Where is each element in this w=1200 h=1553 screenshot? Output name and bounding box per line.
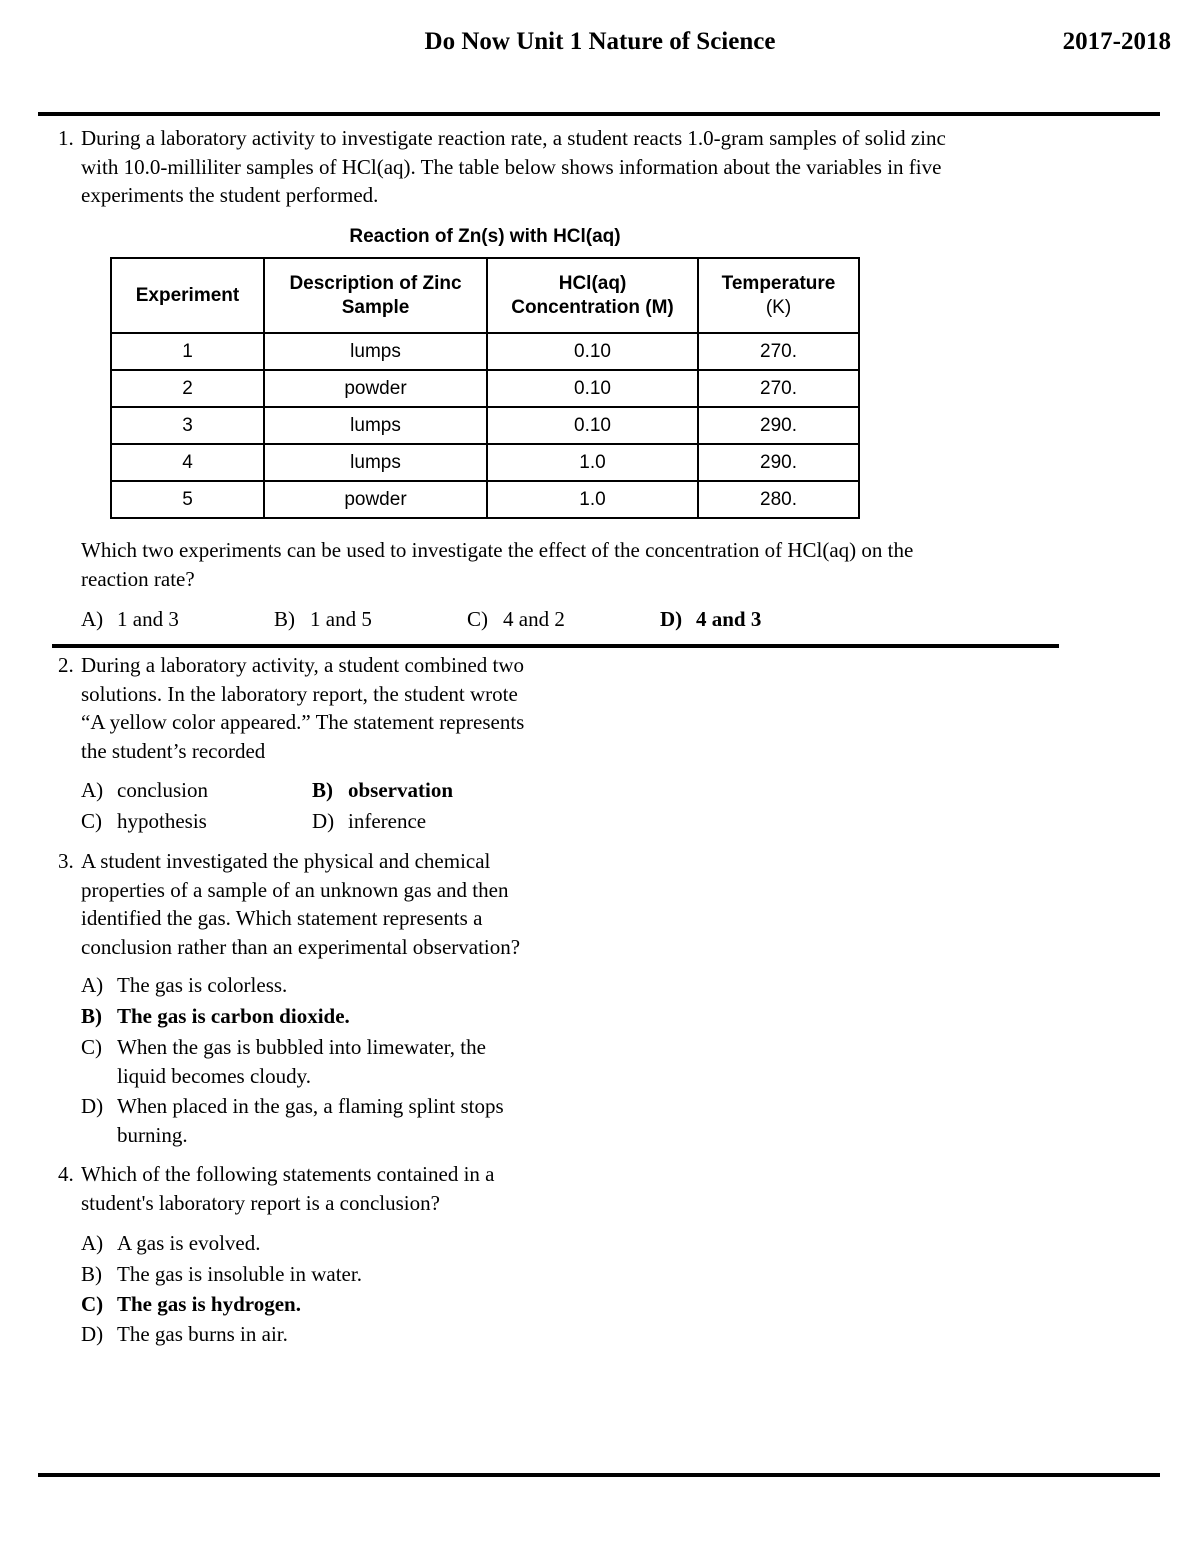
question-1-stem	[81, 124, 1081, 210]
question-2-number: 2.	[58, 653, 74, 677]
table-cell: 3	[111, 407, 264, 444]
table-cell: 1	[111, 333, 264, 370]
table-cell: 290.	[698, 444, 859, 481]
table-cell: 0.10	[487, 370, 698, 407]
table-cell: 270.	[698, 370, 859, 407]
question-4-line: Which of the following statements contained in a	[81, 1162, 495, 1186]
table-cell: 290.	[698, 407, 859, 444]
reaction-data-table	[110, 257, 860, 519]
table-cell: lumps	[264, 407, 487, 444]
question-3-number: 3.	[58, 849, 74, 873]
question-2-line: During a laboratory activity, a student combined two	[81, 653, 525, 677]
q3-choice-c[interactable]: C) When the gas is bubbled into limewater, the liquid becomes cloudy.	[81, 1035, 486, 1088]
table-cell: lumps	[264, 444, 487, 481]
question-2-stem	[81, 651, 601, 765]
q1-choice-b[interactable]: B) 1 and 5	[274, 607, 372, 631]
question-3-line: conclusion rather than an experimental observation?	[81, 934, 521, 959]
question-2-line: solutions. In the laboratory report, the student wrote	[81, 681, 518, 706]
page-title: Do Now Unit 1 Nature of Science	[424, 28, 776, 55]
question-3-stem	[81, 847, 601, 961]
q3-choice-d[interactable]: D) When placed in the gas, a flaming splint stops burning.	[81, 1094, 504, 1147]
question-3-line: A student investigated the physical and chemical	[81, 849, 491, 873]
table-row	[111, 370, 859, 407]
school-year: 2017-2018	[1062, 28, 1171, 55]
q2-choice-c[interactable]: C) hypothesis	[81, 809, 207, 833]
table-cell: powder	[264, 370, 487, 407]
table-cell: powder	[264, 481, 487, 518]
q4-choice-c[interactable]: C) The gas is hydrogen.	[81, 1292, 301, 1316]
q4-choice-a[interactable]: A) A gas is evolved.	[81, 1231, 261, 1255]
table-row	[111, 333, 859, 370]
question-4-number: 4.	[58, 1162, 74, 1186]
table-cell: lumps	[264, 333, 487, 370]
q2-choice-b[interactable]: B) observation	[312, 778, 453, 802]
q2-choice-a[interactable]: A) conclusion	[81, 778, 208, 802]
table-cell: 1.0	[487, 481, 698, 518]
table-cell: 5	[111, 481, 264, 518]
table-cell: 1.0	[487, 444, 698, 481]
table-cell: 280.	[698, 481, 859, 518]
table-cell: 0.10	[487, 407, 698, 444]
column-header-temperature: Temperature (K)	[698, 258, 859, 333]
question-1-prompt-line: reaction rate?	[81, 566, 195, 591]
question-3-line: identified the gas. Which statement represents a	[81, 906, 483, 930]
question-divider	[52, 644, 1059, 648]
table-cell: 4	[111, 444, 264, 481]
question-1-line: experiments the student performed.	[81, 183, 379, 207]
q2-choice-d[interactable]: D) inference	[312, 809, 427, 833]
table-cell: 270.	[698, 333, 859, 370]
question-2-line: the student’s recorded	[81, 738, 266, 763]
footer-rule	[38, 1473, 1160, 1477]
q3-choice-a[interactable]: A) The gas is colorless.	[81, 973, 288, 997]
q1-choice-d[interactable]: D) 4 and 3	[660, 607, 762, 631]
q4-choice-d[interactable]: D) The gas burns in air.	[81, 1322, 288, 1346]
question-3-line: properties of a sample of an unknown gas and then	[81, 877, 509, 902]
question-1-line: with 10.0-milliliter samples of HCl(aq). The table below shows information about the variables in five	[81, 154, 942, 179]
table-cell: 0.10	[487, 333, 698, 370]
question-1-line: During a laboratory activity to investigate reaction rate, a student reacts 1.0-gram samples of solid zinc	[81, 126, 946, 150]
question-4-stem	[81, 1160, 601, 1217]
question-4-line: student's laboratory report is a conclusion?	[81, 1190, 440, 1215]
table-header-row	[111, 258, 859, 333]
table-row	[111, 444, 859, 481]
column-header-concentration: HCl(aq) Concentration (M)	[487, 258, 698, 333]
table-row	[111, 407, 859, 444]
q1-choice-c[interactable]: C) 4 and 2	[467, 607, 565, 631]
question-1-prompt-line: Which two experiments can be used to investigate the effect of the concentration of HCl(aq) on the	[81, 538, 914, 562]
q3-choice-b[interactable]: B) The gas is carbon dioxide.	[81, 1004, 350, 1028]
column-header-experiment: Experiment	[111, 258, 264, 333]
question-2-line: “A yellow color appeared.” The statement represents	[81, 710, 525, 734]
table-row	[111, 481, 859, 518]
q4-choice-b[interactable]: B) The gas is insoluble in water.	[81, 1262, 362, 1286]
table-title: Reaction of Zn(s) with HCl(aq)	[349, 226, 621, 247]
q1-choice-a[interactable]: A) 1 and 3	[81, 607, 179, 631]
question-1-number: 1.	[58, 126, 74, 150]
question-1-prompt	[81, 536, 1081, 593]
column-header-description: Description of Zinc Sample	[264, 258, 487, 333]
header-rule	[38, 112, 1160, 116]
table-cell: 2	[111, 370, 264, 407]
